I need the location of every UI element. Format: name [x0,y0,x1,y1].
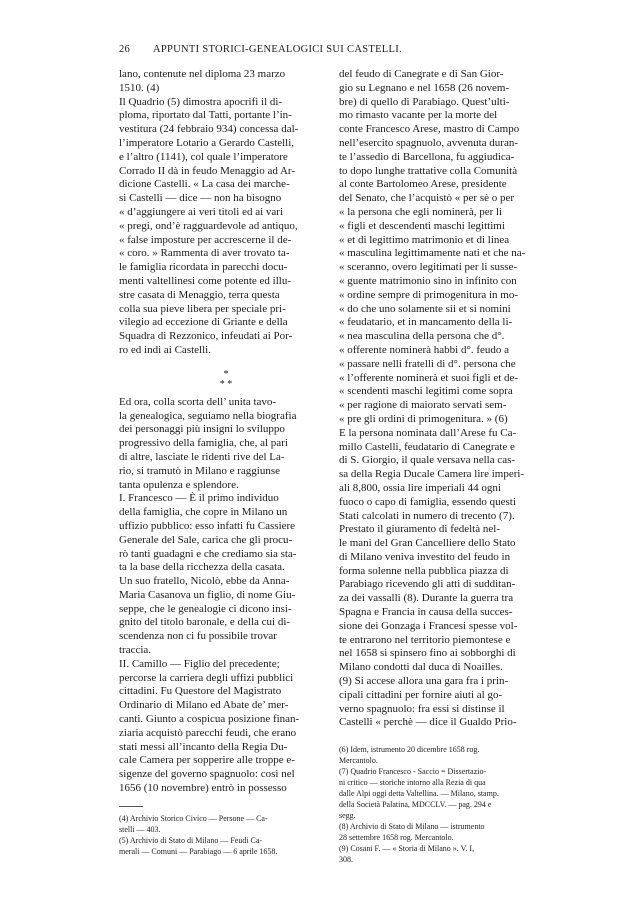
text-line: dei personaggi più insigni lo sviluppo [119,423,285,436]
text-line: « d’aggiungere ai veri titoli ed ai vari [119,205,284,218]
text-line: « la persona che egli nominerà, per li [339,205,503,218]
text-line: Spagna e Francia in causa della succes- [339,606,513,619]
text-line: del feudo di Canegrate e di San Gior- [339,68,504,80]
text-line: « offerente nominerà habbi d°. feudo a [339,343,510,356]
text-line: di Milano veniva investito del feudo in [339,550,511,563]
footnote-line: (9) Cosani F. — « Storia di Milano ». V. I, [339,844,475,854]
page-number: 26 [119,44,131,55]
text-line: tanta opulenza e splendore. [119,478,239,491]
right-footnotes [339,744,552,865]
left-paragraph-5 [119,658,333,796]
text-line: ro ed indi ai Castelli. [119,343,211,356]
running-header [119,44,459,62]
text-line: Corrado II dà in feudo Menaggio ad Ar- [119,164,296,177]
text-line: del Senato, che l’acquistò « per sè o per [339,192,515,205]
text-line: l’imperatore Lotario a Gerardo Castelli, [119,136,295,149]
footnote-line: ni critico — storiche intorno alla Rezia di qua [339,778,486,788]
text-line: seppe, che le genealogie ci dicono insi- [119,602,292,615]
text-line: za dei vassalli (8). Durante la guerra tra [339,592,514,605]
text-line: I. Francesco — È il primo individuo [119,492,279,505]
text-line: ziaria acquistò parecchi feudi, che erano [119,726,297,739]
text-line: lano, contenute nel diploma 23 marzo [119,68,286,80]
text-line: e l’altro (1141), col quale l’imperatore [119,150,288,163]
text-line: forma solenne nella pubblica piazza di [339,564,509,577]
text-line: (9) Si accese allora una gara fra i prin- [339,675,509,688]
text-line: canti. Giunto a cospicua posizione finan- [119,713,300,726]
text-line: colla sua pieve libera per speciale pri- [119,302,286,315]
text-line: di altre, lasciate le ridenti rive del La- [119,450,285,463]
text-line: 1510. (4) [119,81,160,94]
right-column [339,68,552,865]
text-line: le mani del Gran Cancelliere dello Stato [339,537,516,550]
section-asterism [119,358,333,396]
text-line: gio su Legnano e nel 1658 (26 novem- [339,81,510,94]
footnote-line: 28 settembre 1658 rog. Mercantolo. [339,833,454,843]
text-line: la genealogica, seguiamo nella biografia [119,409,297,422]
left-paragraph-4 [119,492,333,658]
text-line: « pre gli ordini di primogenitura. » (6) [339,412,508,425]
text-line: II. Camillo — Figlio del precedente; [119,657,280,670]
running-title: APPUNTI STORICI-GENEALOGICI SUI CASTELLI. [153,44,402,55]
text-line: « et di legittimo matrimonio et di linea [339,233,510,246]
text-line: « figli et descendenti maschi legittimi [339,219,505,232]
text-line: verno spagnuolo: fra essi si distinse il [339,702,505,715]
text-line: « do che uno solamente sii et si nomini [339,302,511,315]
footnote-line: segg. [339,811,356,821]
text-line: conte Francesco Arese, mastro di Campo [339,123,520,136]
left-paragraph-1 [119,68,333,96]
text-line: bre) di quello di Parabiago. Quest’ulti- [339,95,510,108]
text-line: « passare nelli fratelli di d°. persona che [339,357,516,370]
text-line: « scendenti maschi legitimi come sopra [339,385,513,398]
text-line: nell’esercito spagnuolo, avvenuta duran- [339,136,518,149]
text-line: Castelli « perchè — dice il Gualdo Prio- [339,716,517,729]
text-line: si Castelli — dice — non ha bisogno [119,192,282,205]
text-line: « nea masculina della persona che d°. [339,330,505,343]
right-paragraph-2 [339,523,552,730]
left-column [119,68,333,857]
text-line: « per ragione di maiorato servati sem- [339,399,507,412]
left-paragraph-2 [119,96,333,358]
text-line: Generale del Sale, carica che gli procu- [119,533,293,546]
text-line: Prestato il giuramento di fedeltà nel- [339,523,500,536]
text-line: « sceranno, overo legitimati per li susse- [339,261,518,274]
text-line: fuoco o capo di famiglia, essendo questi [339,495,516,508]
text-line: di S. Giorgio, il quale versava nella cas- [339,454,516,467]
footnote-rule [119,806,143,807]
text-line: millo Castelli, feudatario di Canegrate e [339,440,515,453]
text-line: mo rimasto vacante per la morte del [339,109,498,122]
text-line: cale Camera per sopperire alle troppe e- [119,754,295,767]
text-line: rio, si tramutò in Milano e raggiunse [119,464,280,477]
footnote-line: (6) Idem, istrumento 20 dicembre 1658 rog. [339,745,480,755]
text-line: stati messi all’incanto della Regia Du- [119,740,288,753]
text-line: progressivo della famiglia, che, al pari [119,437,288,450]
text-line: ali 8,800, ossia lire imperiali 44 ogni [339,481,501,494]
text-line: ploma, riportato dal Tatti, portante l’in- [119,109,292,122]
text-line: sigenze del governo spagnuolo: così nel [119,768,295,781]
text-line: le famiglia ricordata in parecchi docu- [119,261,288,274]
text-line: traccia. [119,644,152,657]
footnote-line: (5) Archivio di Stato di Milano — Feudi Ca- [119,835,263,845]
footnote-line: 308. [339,855,353,865]
footnote-spacer [339,730,552,744]
text-line: vilegio ad eccezione di Griante e della [119,316,288,329]
text-line: « coro. » Rammenta di aver trovato ta- [119,247,290,260]
text-line: Parabiago ricevendo gli atti di sudditan- [339,578,516,591]
text-line: te entrarono nel territorio piemontese e [339,633,511,646]
text-line: « guente matrimonio sino in infinito con [339,274,517,287]
text-line: Milano condotti dal duca di Noailles. [339,661,503,674]
text-line: Ordinario di Milano ed Abate de’ mer- [119,699,289,712]
text-line: Stati calcolati in numero di trecento (7). [339,509,515,522]
text-line: menti valtellinesi come potente ed illu- [119,274,291,287]
right-paragraph-1 [339,68,552,523]
text-line: al conte Bartolomeo Arese, presidente [339,178,507,191]
text-line: E la persona nominata dall’Arese fu Ca- [339,426,517,439]
asterism-text: * * * [219,368,233,390]
footnote-line: della Società Palatina, MDCCLV. — pag. 294 e [339,800,492,810]
text-line: « ordine sempre di primogenitura in mo- [339,288,519,301]
text-line: dicione Castelli. « La casa dei marche- [119,178,290,191]
text-line: « feudatario, et in mancamento della li- [339,316,513,329]
text-line: sa della Regia Ducale Camera lire imperi- [339,468,525,481]
text-line: nel 1658 si spinsero fino ai sobborghi di [339,647,516,660]
footnote-line: stelli — 403. [119,824,161,834]
text-line: « pregi, ond’è ragguardevole ad antiquo, [119,219,298,232]
footnote-line: (4) Archivio Storico Civico — Persone — Ca- [119,813,268,823]
text-line: 1656 (10 novembre) entrò in possesso [119,782,287,795]
text-line: scendenza non ci fu possibile trovar [119,630,277,643]
text-line: sione dei Gonzaga i Francesi spesse vol- [339,619,518,632]
text-line: Squadra di Rezzonico, infeudati ai Por- [119,330,293,343]
footnote-line: (8) Archivio di Stato di Milano — istrumento [339,822,485,832]
text-line: Ed ora, colla scorta dell’ unita tavo- [119,395,277,408]
text-line: cipali cittadini per fornire aiuti al go- [339,688,503,701]
text-line: percorse la carriera degli uffizi pubblici [119,671,294,684]
text-line: vestitura (24 febbraio 934) concessa dal- [119,123,299,136]
text-line: rò tanti guadagni e che crediamo sia sta- [119,547,297,560]
footnote-line: (7) Quadrio Francesco - Saccio = Dissertazio- [339,767,487,777]
text-line: « false imposture per accrescerne il de- [119,233,292,246]
text-line: ta la base della ricchezza della casata. [119,561,285,574]
text-line: uffizio pubblico: esso infatti fu Cassiere [119,519,296,532]
text-line: Un suo fratello, Nicolò, ebbe da Anna- [119,575,290,588]
text-line: « l’offerente nominerà et suoi figli et de- [339,371,519,384]
left-paragraph-3 [119,396,333,493]
text-line: cittadini. Fu Questore del Magistrato [119,685,282,698]
text-line: te l’assedio di Barcellona, fu aggiudica- [339,150,515,163]
footnote-line: Mercantolo. [339,756,378,766]
text-line: Il Quadrio (5) dimostra apocrifi il di- [119,95,283,108]
text-line: della famiglia, che copre in Milano un [119,506,288,519]
text-line: Maria Casanova un figlio, di nome Giu- [119,588,296,601]
text-line: to dopo lunghe trattative colla Comunità [339,164,518,177]
footnote-line: dalle Alpi oggi detta Valtellina. — Milano, stamp. [339,789,499,799]
text-line: gnito del titolo baronale, e della cui di- [119,616,291,629]
left-footnotes [119,813,333,857]
footnote-line: merali — Comuni — Parabiago — 6 aprile 1658. [119,846,278,856]
text-line: stre casata di Menaggio, terra questa [119,288,280,301]
text-line: « masculina legittimamente nati et che na- [339,247,526,260]
